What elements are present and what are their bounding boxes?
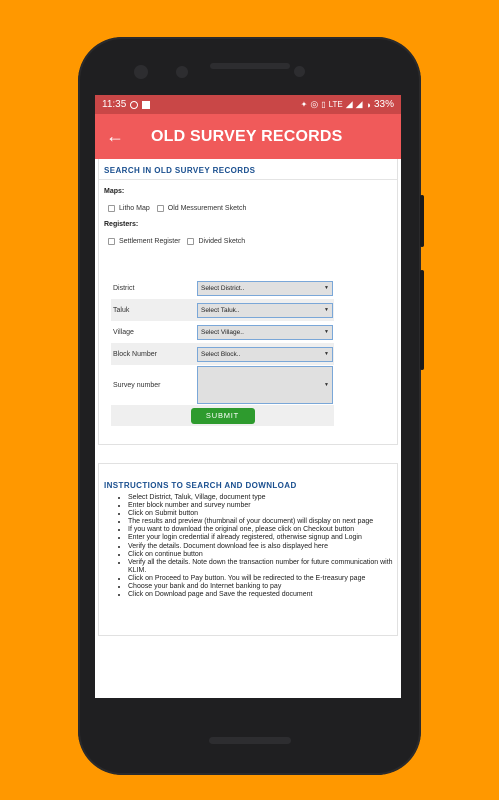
settlement-register-checkbox[interactable]: [108, 238, 115, 245]
proximity-sensor: [294, 66, 305, 77]
list-item: • The results and preview (thumbnail of your document) will display on next page: [128, 518, 397, 526]
old-messurement-sketch-label: Old Messurement Sketch: [167, 205, 247, 212]
dropdown-arrow-icon: ▼: [324, 351, 329, 357]
signal-2-icon: ◢: [355, 99, 363, 109]
list-item: • Select District, Taluk, Village, document type: [128, 494, 397, 502]
list-item: • Click on Download page and Save the requested document: [128, 591, 397, 599]
search-card: [98, 159, 398, 445]
sync-icon: [130, 101, 138, 109]
submit-button[interactable]: SUBMIT: [191, 408, 255, 424]
registers-options: [99, 238, 397, 245]
list-item: • Verify all the details. Note down the transaction number for future communication with KLIM.: [128, 559, 397, 575]
survey-number-select[interactable]: [197, 366, 333, 404]
old-messurement-sketch-checkbox[interactable]: [157, 205, 164, 212]
arrow-left-icon[interactable]: ←: [106, 126, 124, 146]
village-row: [111, 321, 334, 343]
divided-sketch-checkbox[interactable]: [187, 238, 194, 245]
volte-icon: ▯: [321, 100, 326, 109]
district-label: District: [113, 284, 135, 292]
submit-row: [111, 405, 334, 426]
instructions-list: [99, 494, 397, 599]
list-item: • Enter your login credential if already registered, otherwise signup and Login: [128, 534, 397, 542]
list-item: • Verify the details. Document download fee is also displayed here: [128, 543, 397, 551]
search-section-title: SEARCH IN OLD SURVEY RECORDS: [99, 159, 397, 180]
village-select[interactable]: [197, 325, 333, 340]
list-item: • Click on Submit button: [128, 510, 397, 518]
list-item: • If you want to download the original one, please click on Checkout button: [128, 526, 397, 534]
litho-map-checkbox[interactable]: [108, 205, 115, 212]
litho-map-label: Litho Map: [119, 205, 150, 212]
list-item: • Click on Proceed to Pay button. You will be redirected to the E-treasury page: [128, 575, 397, 583]
status-time: 11:35: [102, 99, 127, 110]
block-select-value: Select Block..: [201, 350, 241, 358]
block-select[interactable]: [197, 347, 333, 362]
maps-label: Maps:: [104, 188, 125, 195]
list-item: • Click on continue button: [128, 551, 397, 559]
settlement-register-label: Settlement Register: [119, 238, 181, 245]
app-bar: [95, 114, 401, 159]
status-bar: [95, 95, 401, 114]
district-select[interactable]: [197, 281, 333, 296]
hotspot-icon: ◎: [310, 99, 319, 109]
volume-button: [420, 270, 424, 370]
district-row: [111, 277, 334, 299]
front-camera: [134, 65, 148, 79]
taluk-row: [111, 299, 334, 321]
notification-dot-icon: ✦: [300, 100, 308, 109]
instructions-section-title: INSTRUCTIONS TO SEARCH AND DOWNLOAD: [104, 481, 297, 490]
bottom-speaker: [209, 737, 291, 744]
instructions-card: [98, 463, 398, 636]
registers-label: Registers:: [104, 221, 139, 228]
taluk-label: Taluk: [113, 306, 130, 314]
survey-number-label: Survey number: [113, 381, 161, 389]
screen: [95, 95, 401, 698]
dropdown-arrow-icon: ▼: [324, 307, 329, 313]
search-form: [111, 277, 334, 426]
district-select-value: Select District..: [201, 284, 245, 292]
maps-options: [99, 205, 397, 212]
block-number-row: [111, 343, 334, 365]
signal-icon: ◢: [345, 99, 353, 109]
page-title: OLD SURVEY RECORDS: [151, 127, 343, 145]
village-label: Village: [113, 328, 134, 336]
power-button: [420, 195, 424, 247]
battery-saver-icon: ◑: [365, 99, 371, 110]
survey-number-row: [111, 365, 334, 405]
list-item: • Enter block number and survey number: [128, 502, 397, 510]
divided-sketch-label: Divided Sketch: [198, 238, 246, 245]
top-speaker: [210, 63, 290, 69]
battery-level: 33%: [373, 99, 394, 110]
image-icon: [142, 101, 150, 109]
network-type: LTE: [328, 100, 343, 109]
dropdown-arrow-icon: ▼: [324, 329, 329, 335]
block-number-label: Block Number: [113, 350, 157, 358]
sensor: [176, 66, 188, 78]
village-select-value: Select Village..: [201, 328, 244, 336]
taluk-select-value: Select Taluk..: [201, 306, 240, 314]
taluk-select[interactable]: [197, 303, 333, 318]
dropdown-arrow-icon: ▼: [324, 382, 329, 388]
dropdown-arrow-icon: ▼: [324, 285, 329, 291]
list-item: • Choose your bank and do Internet banking to pay: [128, 583, 397, 591]
